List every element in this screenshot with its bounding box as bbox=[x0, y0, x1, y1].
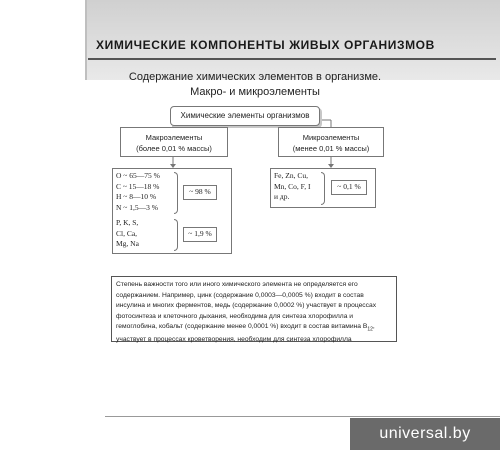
macro-group-2-brace bbox=[174, 219, 178, 251]
micro-title: Микроэлементы bbox=[302, 133, 360, 142]
footer-rule bbox=[105, 416, 500, 417]
macro-item: N ~ 1,5—3 % bbox=[116, 202, 158, 212]
note-text-end: , участвует в процессах кроветворения, необходим для синтеза хлорофилла bbox=[116, 323, 375, 343]
macro-group-1-total: ~ 98 % bbox=[183, 185, 217, 200]
micro-subtitle: (менее 0,01 % массы) bbox=[292, 144, 370, 153]
micro-item: и др. bbox=[274, 192, 290, 201]
diagram-root-node: Химические элементы организмов bbox=[170, 106, 320, 126]
micro-item: Mn, Co, F, I bbox=[274, 181, 311, 191]
micro-item: Fe, Zn, Cu, bbox=[274, 171, 308, 180]
watermark: universal.by bbox=[350, 418, 500, 450]
subtitle-line-1: Содержание химических элементов в организме. bbox=[128, 71, 382, 83]
macro-item: P, K, S, bbox=[116, 218, 139, 227]
macro-group-1-brace bbox=[174, 172, 178, 214]
macro-group-2-total: ~ 1,9 % bbox=[183, 227, 217, 242]
page-title: ХИМИЧЕСКИЕ КОМПОНЕНТЫ ЖИВЫХ ОРГАНИЗМОВ bbox=[96, 38, 435, 52]
macro-subtitle: (более 0,01 % массы) bbox=[136, 144, 212, 153]
macro-item: Cl, Ca, bbox=[116, 228, 138, 238]
macro-group-1 bbox=[116, 171, 160, 213]
macro-item: H ~ 8—10 % bbox=[116, 192, 157, 201]
macro-node bbox=[120, 127, 228, 157]
info-note-box bbox=[111, 276, 397, 342]
micro-total: ~ 0,1 % bbox=[331, 180, 367, 195]
macro-item: C ~ 15—18 % bbox=[116, 181, 160, 191]
micro-node bbox=[278, 127, 384, 157]
note-subscript: 12 bbox=[367, 326, 373, 333]
macro-title: Макроэлементы bbox=[145, 133, 203, 142]
macro-item: O ~ 65—75 % bbox=[116, 171, 160, 180]
macro-item: Mg, Na bbox=[116, 239, 139, 248]
micro-group bbox=[274, 171, 311, 203]
note-text: Степень важности того или иного химического элемента не определяется его содержанием. Например, цинк (содержание 0,0003—0,0005 %) входит в состав инсулина и многих ферментов, медь (содержание 0,0002 %) участвует в процессах фотосинтеза и клеточного дыхания, необходима для синтеза хлорофилла и гемоглобина, кобальт (содержание менее 0,0001 %) входит в состав витамина B bbox=[116, 281, 377, 330]
subtitle-line-2: Макро- и микроэлементы bbox=[190, 86, 320, 98]
micro-group-brace bbox=[321, 172, 325, 205]
macro-group-2 bbox=[116, 218, 139, 250]
